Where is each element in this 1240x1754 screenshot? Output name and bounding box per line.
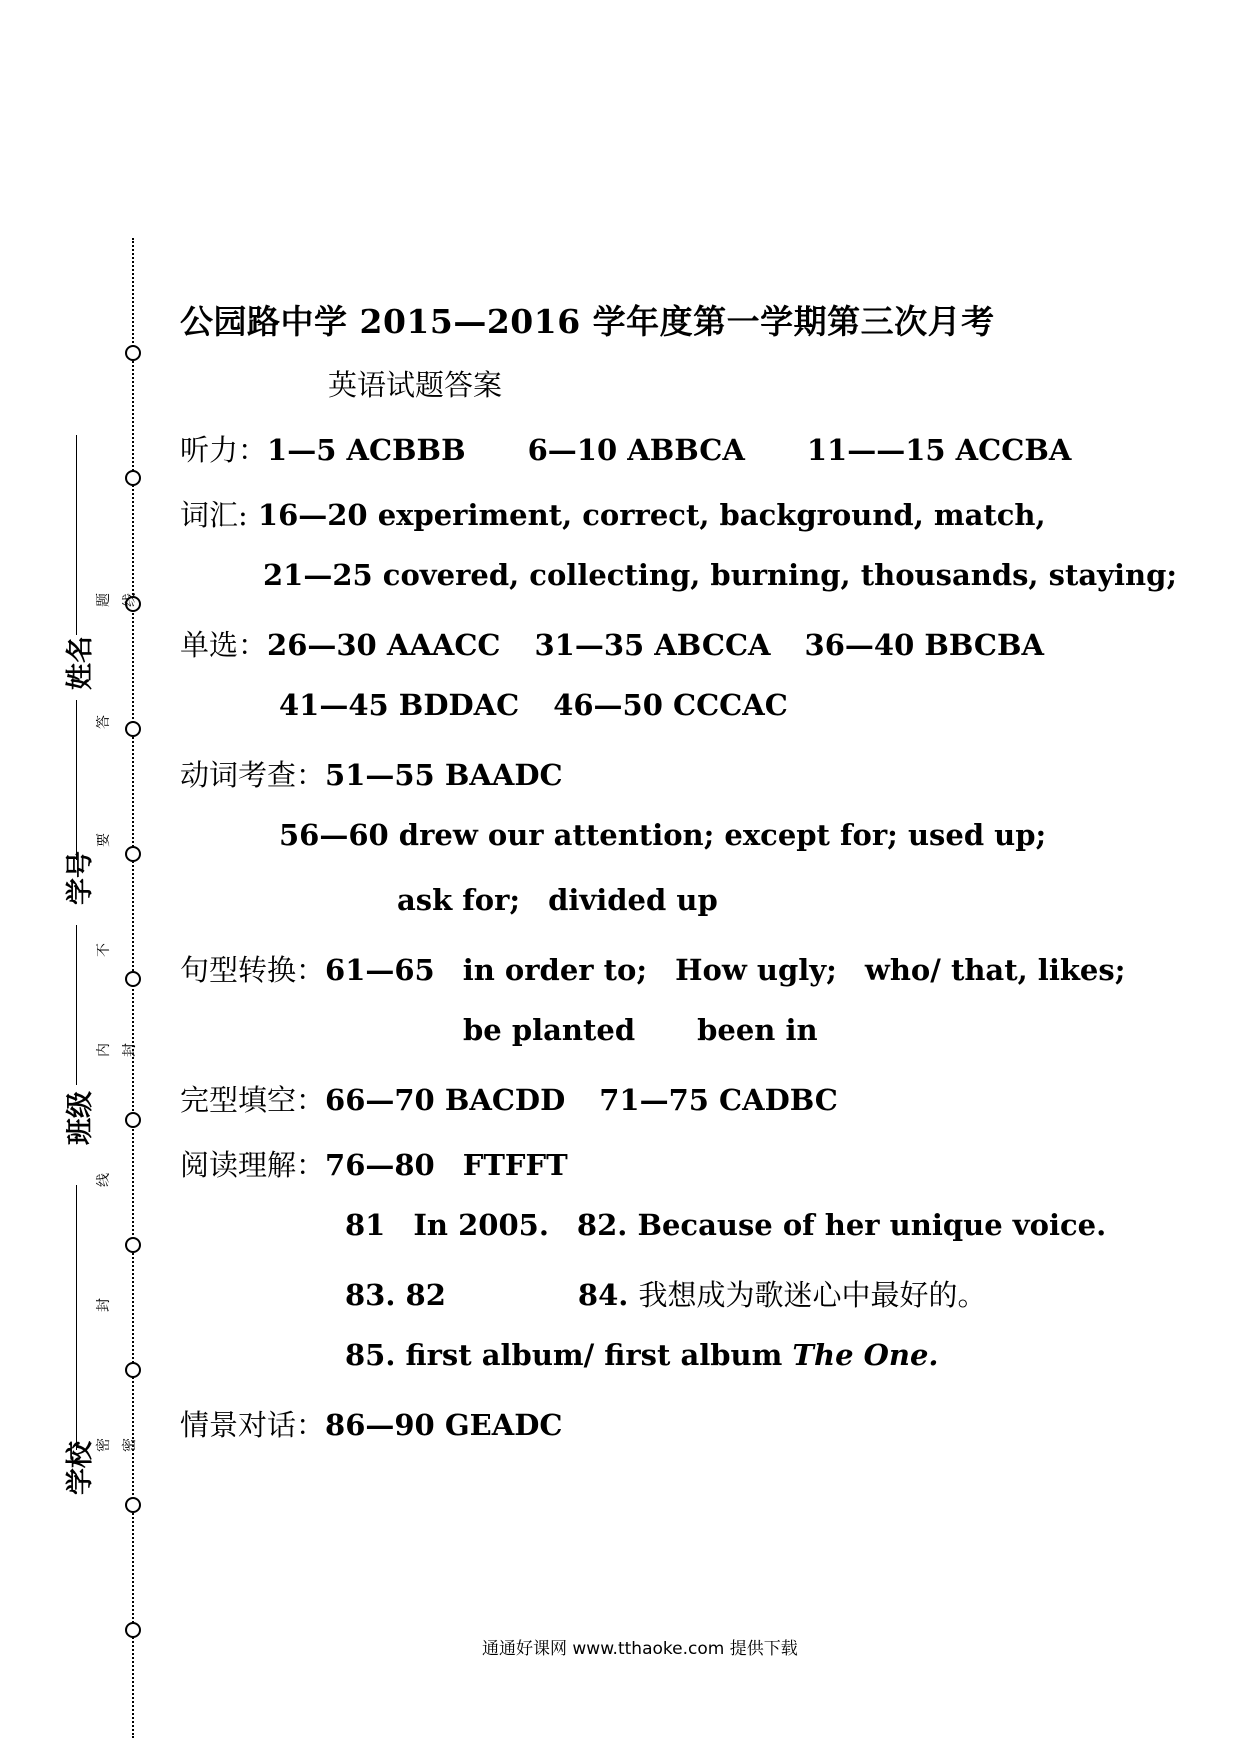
transform-row xyxy=(180,948,1125,989)
answer: ask for; xyxy=(397,883,521,917)
binding-hole-icon xyxy=(125,1497,141,1513)
seal-char: 密 xyxy=(96,1438,112,1452)
answer: How ugly; xyxy=(675,953,837,987)
binding-dotted-line xyxy=(132,238,134,1738)
binding-hole-icon xyxy=(125,971,141,987)
binding-hole-icon xyxy=(125,1622,141,1638)
verbs-row-2 xyxy=(279,818,1046,852)
seal-char: 线 xyxy=(122,593,138,607)
dialogue-row xyxy=(180,1403,562,1444)
seal-char: 线 xyxy=(96,1173,112,1187)
answer: 61—65 xyxy=(325,953,435,987)
section-label: 情景对话： xyxy=(180,1408,326,1442)
answer: 26—30 AAACC xyxy=(267,628,501,662)
answer: divided up xyxy=(548,883,718,917)
answer: 46—50 CCCAC xyxy=(553,688,788,722)
page-title: 公园路中学 2015—2016 学年度第一学期第三次月考 xyxy=(180,302,995,341)
answer: 1—5 ACBBB xyxy=(267,433,466,467)
cloze-row xyxy=(180,1078,838,1119)
section-label: 阅读理解： xyxy=(180,1148,326,1182)
answer: who/ that, likes; xyxy=(864,953,1126,987)
student-id-field-line[interactable] xyxy=(76,700,77,860)
class-field-label: 班级 xyxy=(65,1091,96,1145)
single-choice-row-2 xyxy=(279,688,788,722)
answer: 71—75 CADBC xyxy=(599,1083,838,1117)
binding-hole-icon xyxy=(125,1362,141,1378)
section-label: 单选： xyxy=(180,628,268,662)
answer: 16—20 experiment, correct, background, match, xyxy=(257,498,1046,532)
page-subtitle: 英语试题答案 xyxy=(328,368,503,402)
answer: In 2005. xyxy=(413,1208,549,1242)
section-label: 完型填空： xyxy=(180,1083,326,1117)
reading-row-2 xyxy=(345,1208,1106,1242)
answer: The One. xyxy=(792,1338,939,1372)
verbs-row-3 xyxy=(397,883,718,917)
answer: 11——15 ACCBA xyxy=(806,433,1072,467)
seal-char: 封 xyxy=(96,1298,112,1312)
single-choice-row xyxy=(180,623,1044,664)
answer: 83. 82 xyxy=(345,1278,446,1312)
binding-hole-icon xyxy=(125,345,141,361)
student-id-field-label: 学号 xyxy=(65,851,96,905)
answer: 86—90 GEADC xyxy=(325,1408,563,1442)
answer: in order to; xyxy=(462,953,648,987)
reading-row-4 xyxy=(345,1338,939,1372)
answer: 81 xyxy=(345,1208,386,1242)
transform-row-2 xyxy=(463,1013,818,1047)
answer: been in xyxy=(697,1013,818,1047)
section-label: 动词考查： xyxy=(180,758,326,792)
school-field-line[interactable] xyxy=(76,1185,77,1450)
answer: 66—70 BACDD xyxy=(325,1083,566,1117)
answer: 41—45 BDDAC xyxy=(279,688,520,722)
reading-row xyxy=(180,1143,568,1184)
answer: 51—55 BAADC xyxy=(325,758,563,792)
answer: FTFFT xyxy=(462,1148,568,1182)
seal-char: 答 xyxy=(96,715,112,729)
seal-char: 密 xyxy=(122,1438,138,1452)
verbs-row xyxy=(180,753,563,794)
binding-hole-icon xyxy=(125,721,141,737)
answer: 82. Because of her unique voice. xyxy=(576,1208,1107,1242)
listening-row xyxy=(180,428,1071,469)
seal-char: 封 xyxy=(122,1043,138,1057)
footer-source: 通通好课网 www.tthaoke.com 提供下载 xyxy=(482,1639,798,1659)
answer: 85. first album/ first album xyxy=(345,1338,783,1372)
answer: 56—60 drew our attention; except for; used up; xyxy=(279,818,1047,852)
answer: 84. xyxy=(577,1278,629,1312)
name-field-label: 姓名 xyxy=(65,636,96,690)
binding-hole-icon xyxy=(125,846,141,862)
name-field-line[interactable] xyxy=(76,435,77,635)
section-label: 句型转换： xyxy=(180,953,326,987)
section-label: 听力： xyxy=(180,433,268,467)
seal-char: 内 xyxy=(96,1043,112,1057)
answer: 6—10 ABBCA xyxy=(527,433,745,467)
answer: 我想成为歌迷心中最好的。 xyxy=(638,1278,987,1312)
binding-hole-icon xyxy=(125,1237,141,1253)
class-field-line[interactable] xyxy=(76,925,77,1085)
seal-char: 要 xyxy=(96,833,112,847)
answer: be planted xyxy=(463,1013,636,1047)
binding-hole-icon xyxy=(125,1112,141,1128)
section-label: 词汇: xyxy=(180,498,248,532)
answer: 36—40 BBCBA xyxy=(804,628,1044,662)
answer: 76—80 xyxy=(325,1148,435,1182)
answer: 31—35 ABCCA xyxy=(534,628,771,662)
school-field-label: 学校 xyxy=(65,1441,96,1495)
seal-char: 不 xyxy=(96,943,112,957)
vocab-row xyxy=(180,493,1046,534)
vocab-row-2 xyxy=(263,558,1177,592)
seal-char: 题 xyxy=(96,593,112,607)
binding-hole-icon xyxy=(125,470,141,486)
reading-row-3 xyxy=(345,1273,986,1314)
answer: 21—25 covered, collecting, burning, thousands, staying; xyxy=(263,558,1178,592)
